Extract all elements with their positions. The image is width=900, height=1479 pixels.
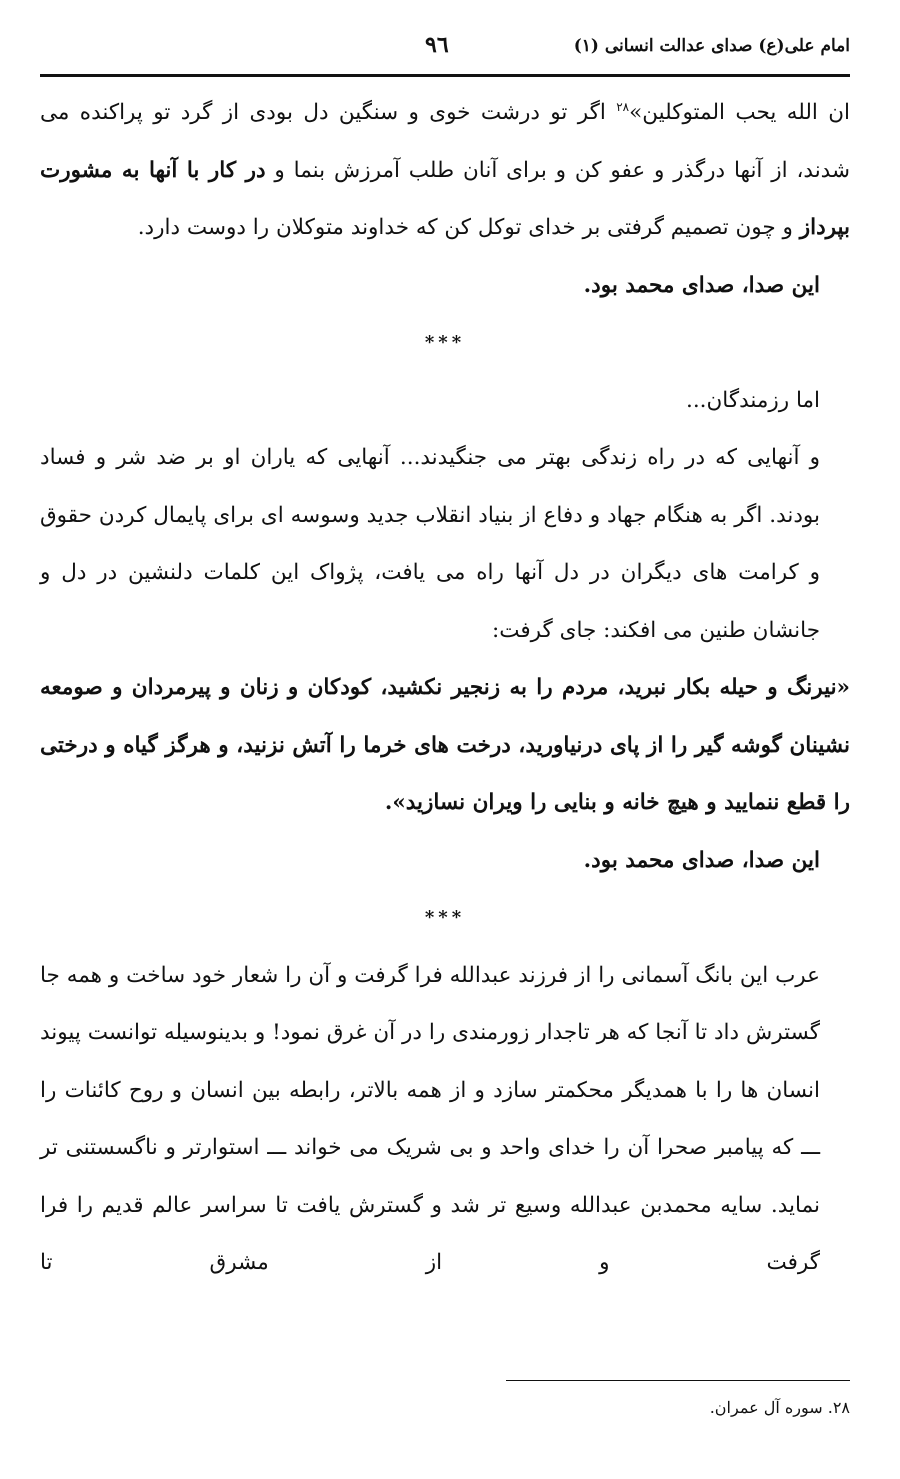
footnote-divider xyxy=(506,1380,850,1381)
section-separator: *** xyxy=(424,907,466,928)
text-span: اگر تو درشت خوی و سنگین دل بودی از گرد تو پراکنده می شدند، از آنها درگذر و عفو کن و برای آنان طلب آمرزش بنما و xyxy=(40,100,850,183)
text-span: و چون تصمیم گرفتی بر خدای توکل کن که خداوند متوکلان را دوست دارد. xyxy=(137,215,800,240)
footnote: ٢٨. سوره آل عمران. xyxy=(709,1398,850,1417)
refrain-line: این صدا، صدای محمد بود. xyxy=(583,272,820,298)
running-title: امام علی(ع) صدای عدالت انسانی (١) xyxy=(573,36,850,56)
section-separator: *** xyxy=(424,332,466,353)
text-span: ان الله یحب المتوکلین» xyxy=(629,100,850,125)
paragraph-3: و آنهایی که در راه زندگی بهتر می جنگیدند... آنهایی که یاران او بر ضد شر و فساد بودند. اگر به هنگام جهاد و دفاع از بنیاد انقلاب جدید وسوسه ای برای پایمال کردن حقوق و کرامت های دیگران در دل آنها راه می یافت، پژواک این کلمات دلنشین در دل و جانشان طنین می افکند: جای گرفت: xyxy=(40,445,820,643)
page-body xyxy=(40,84,850,1292)
paragraph-1 xyxy=(40,84,850,257)
refrain-line: این صدا، صدای محمد بود. xyxy=(583,847,820,873)
page-number: ٩٦ xyxy=(425,32,449,58)
bold-phrase: در کار با آنها به مشورت بپرداز xyxy=(40,157,850,240)
quoted-command: «نیرنگ و حیله بکار نبرید، مردم را به زنجیر نکشید، کودکان و زنان و پیرمردان و صومعه نشینان گوشه گیر را از پای درنیاورید، درخت های خرما را آتش نزنید، و هرگز گیاه و درختی را قطع ننمایید و هیچ خانه و بنایی را ویران نسازید». xyxy=(40,675,850,815)
footnote-marker: ٢٨ xyxy=(616,99,630,114)
book-page xyxy=(40,0,850,1479)
paragraph-2: اما رزمندگان... xyxy=(685,387,820,413)
paragraph-4: عرب این بانگ آسمانی را از فرزند عبدالله فرا گرفت و آن را شعار خود ساخت و همه جا گسترش داد تا آنجا که هر تاجدار زورمندی را در آن غرق نمود! و بدینوسیله توانست پیوند انسان ها را با همدیگر محکمتر سازد و از همه بالاتر، رابطه بین انسان و روح کائنات را ـــ که پیامبر صحرا آن را خدای واحد و بی شریک می خواند ـــ استوارتر و ناگسستنی تر نماید. سایه محمدبن عبدالله وسیع تر شد و گسترش یافت تا سراسر عالم قدیم را فرا گرفت و از مشرق تا xyxy=(40,962,820,1275)
page-header xyxy=(40,34,850,77)
